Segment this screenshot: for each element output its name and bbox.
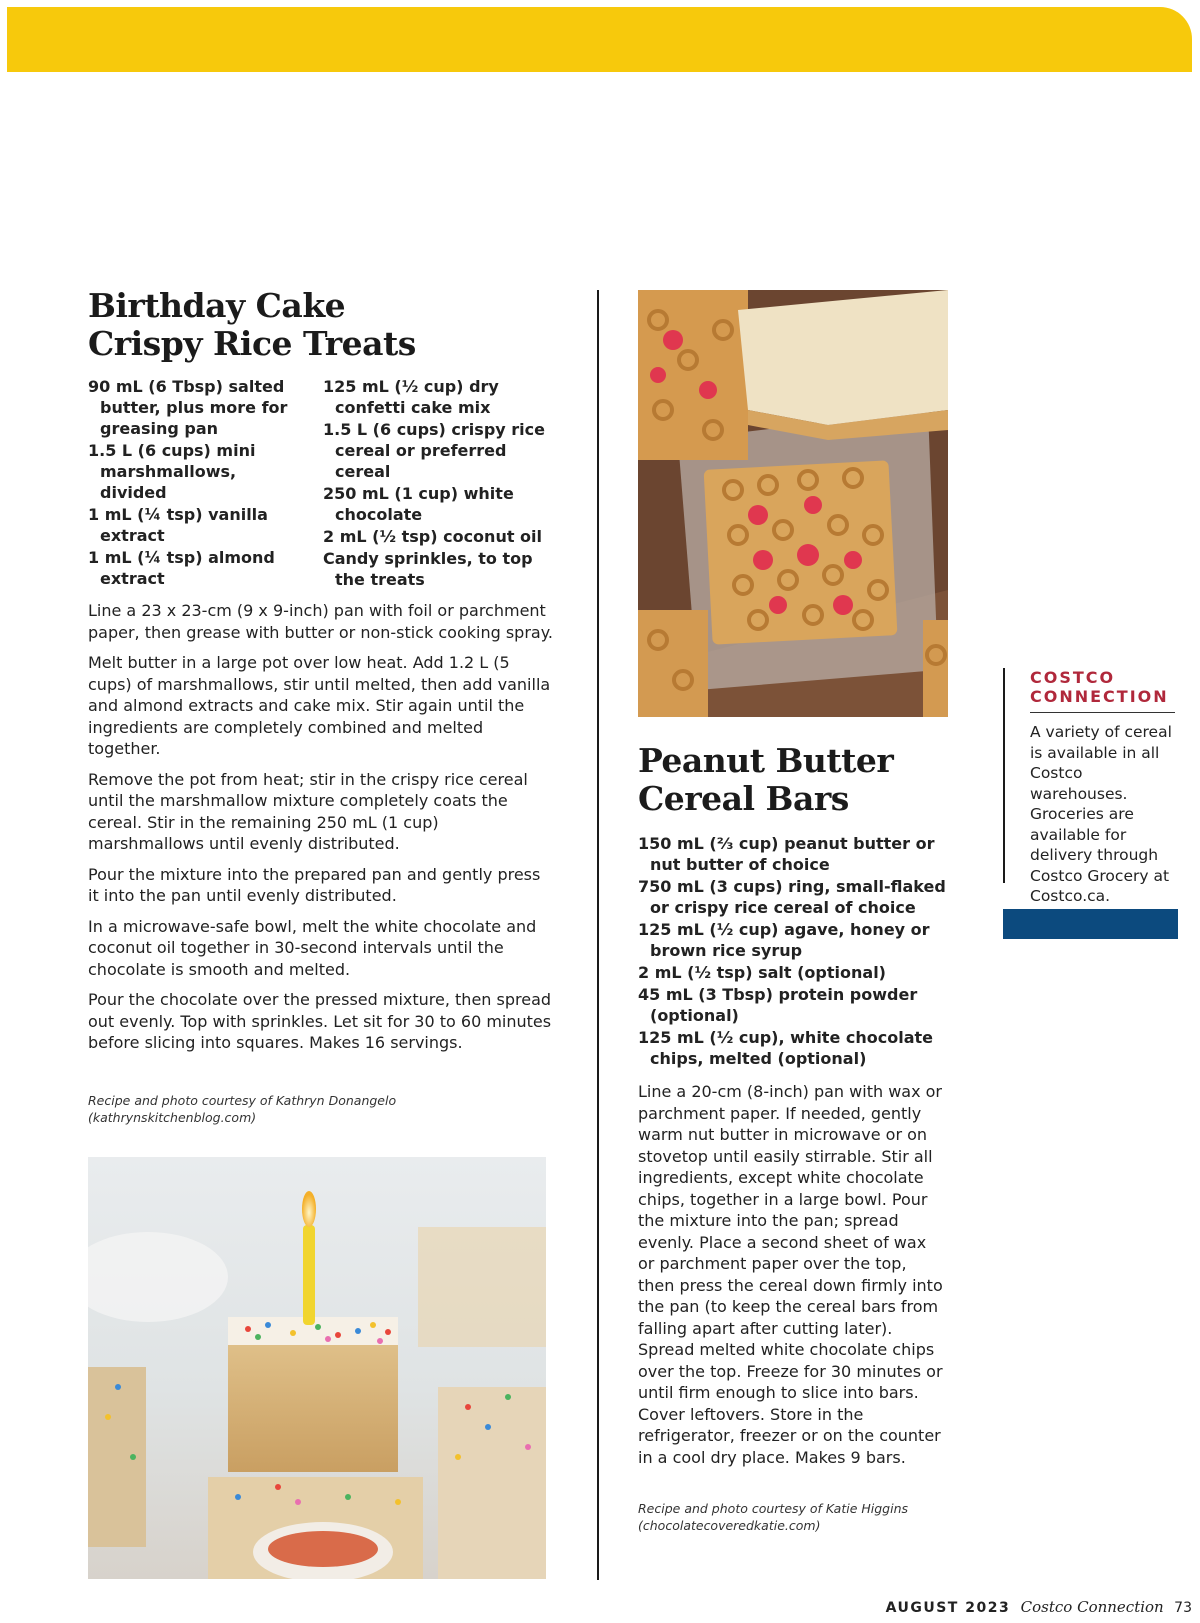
recipe1-title <box>88 287 416 363</box>
sidebar-text: A variety of cereal is available in all Costco warehouses. Groceries are available for delivery through Costco Grocery at Costco.ca. <box>1030 723 1172 905</box>
ingredient-item: 2 mL (½ tsp) coconut oil <box>323 527 543 546</box>
page-footer <box>886 1598 1192 1616</box>
ingredient-item: 750 mL (3 cups) ring, small-flaked or crispy rice cereal of choice <box>638 877 946 917</box>
ingredient-item: 150 mL (⅔ cup) peanut butter or nut butter of choice <box>638 834 935 874</box>
recipe1-ingredients-col1 <box>88 376 308 590</box>
ingredient-item: Candy sprinkles, to top the treats <box>323 549 533 589</box>
birthday-treats-photo <box>88 1157 546 1579</box>
ingredient-item: 125 mL (½ cup) dry confetti cake mix <box>323 377 499 417</box>
ingredient-item: 1 mL (¼ tsp) vanilla extract <box>88 505 268 545</box>
ingredient-item: 90 mL (6 Tbsp) salted butter, plus more for greasing pan <box>88 377 288 438</box>
recipe1-method <box>88 600 553 1063</box>
ingredient-item: 125 mL (½ cup), white chocolate chips, melted (optional) <box>638 1028 933 1068</box>
credit-url: (chocolatecoveredkatie.com) <box>638 1518 821 1533</box>
sidebar-heading-line2: CONNECTION <box>1030 687 1169 706</box>
recipe1-ingredients-col2 <box>323 376 548 591</box>
ingredient-item: 1 mL (¼ tsp) almond extract <box>88 548 275 588</box>
sidebar-rule <box>1003 668 1005 883</box>
ingredient-item: 1.5 L (6 cups) mini marshmallows, divided <box>88 441 256 502</box>
credit-line: Recipe and photo courtesy of Katie Higgins <box>638 1501 909 1516</box>
method-step: Line a 23 x 23-cm (9 x 9-inch) pan with foil or parchment paper, then grease with butter or non-stick cooking spray. <box>88 601 553 642</box>
recipe2-ingredients <box>638 833 948 1070</box>
recipe1-title-line2: Crispy Rice Treats <box>88 324 416 363</box>
credit-line: Recipe and photo courtesy of Kathryn Donangelo <box>88 1093 397 1108</box>
ingredient-item: 125 mL (½ cup) agave, honey or brown rice syrup <box>638 920 930 960</box>
recipe2-title-line1: Peanut Butter <box>638 741 894 780</box>
sidebar-underline <box>1030 712 1175 713</box>
recipe2-title <box>638 742 893 818</box>
method-step: Pour the chocolate over the pressed mixture, then spread out evenly. Top with sprinkles. Let sit for 30 to 60 minutes before slicing into squares. Makes 16 servings. <box>88 990 552 1052</box>
page-number: 73 <box>1174 1600 1192 1616</box>
footer-month: AUGUST 2023 <box>885 1600 1011 1616</box>
ingredient-item: 250 mL (1 cup) white chocolate <box>323 484 514 524</box>
method-step: In a microwave-safe bowl, melt the white chocolate and coconut oil together in 30-second intervals until the chocolate is smooth and melted. <box>88 916 537 979</box>
footer-magazine: Costco Connection <box>1020 1598 1164 1616</box>
ingredient-item: 1.5 L (6 cups) crispy rice cereal or preferred cereal <box>323 420 545 481</box>
sidebar-color-bar <box>1003 909 1178 939</box>
method-step: Melt butter in a large pot over low heat. Add 1.2 L (5 cups) of marshmallows, stir until melted, then add vanilla and almond extracts and cake mix. Stir again until the ingredients are completely combined and melted together. <box>88 653 551 758</box>
recipe2-method: Line a 20-cm (8-inch) pan with wax or parchment paper. If needed, gently warm nut butter in microwave or on stovetop until easily stirrable. Stir all ingredients, except white chocolate chips, together in a large bowl. Pour the mixture into the pan; spread evenly. Place a second sheet of wax or parchment paper over the top, then press the cereal down firmly into the pan (to keep the cereal bars from falling apart after cutting later). Spread melted white chocolate chips over the top. Freeze for 30 minutes or until firm enough to slice into bars. Cover leftovers. Store in the refrigerator, freezer or on the counter in a cool dry place. Makes 9 bars. <box>638 1082 943 1467</box>
recipe1-title-line1: Birthday Cake <box>88 286 346 325</box>
top-color-bar <box>7 7 1192 72</box>
recipe2-title-line2: Cereal Bars <box>638 779 849 818</box>
recipe2-credit <box>638 1500 958 1534</box>
method-step: Pour the mixture into the prepared pan and gently press it into the pan until evenly distributed. <box>88 864 541 905</box>
credit-url: (kathrynskitchenblog.com) <box>88 1110 257 1125</box>
sidebar-heading <box>1030 668 1169 706</box>
method-step: Remove the pot from heat; stir in the crispy rice cereal until the marshmallow mixture completely coats the cereal. Stir in the remaining 250 mL (1 cup) marshmallows until evenly distributed. <box>88 769 528 853</box>
recipe1-credit <box>88 1092 508 1126</box>
sidebar-heading-line1: COSTCO <box>1030 668 1116 687</box>
ingredient-item: 2 mL (½ tsp) salt (optional) <box>638 963 886 982</box>
ingredient-item: 45 mL (3 Tbsp) protein powder (optional) <box>638 985 918 1025</box>
column-divider <box>597 290 599 1580</box>
cereal-bars-photo <box>638 290 948 717</box>
